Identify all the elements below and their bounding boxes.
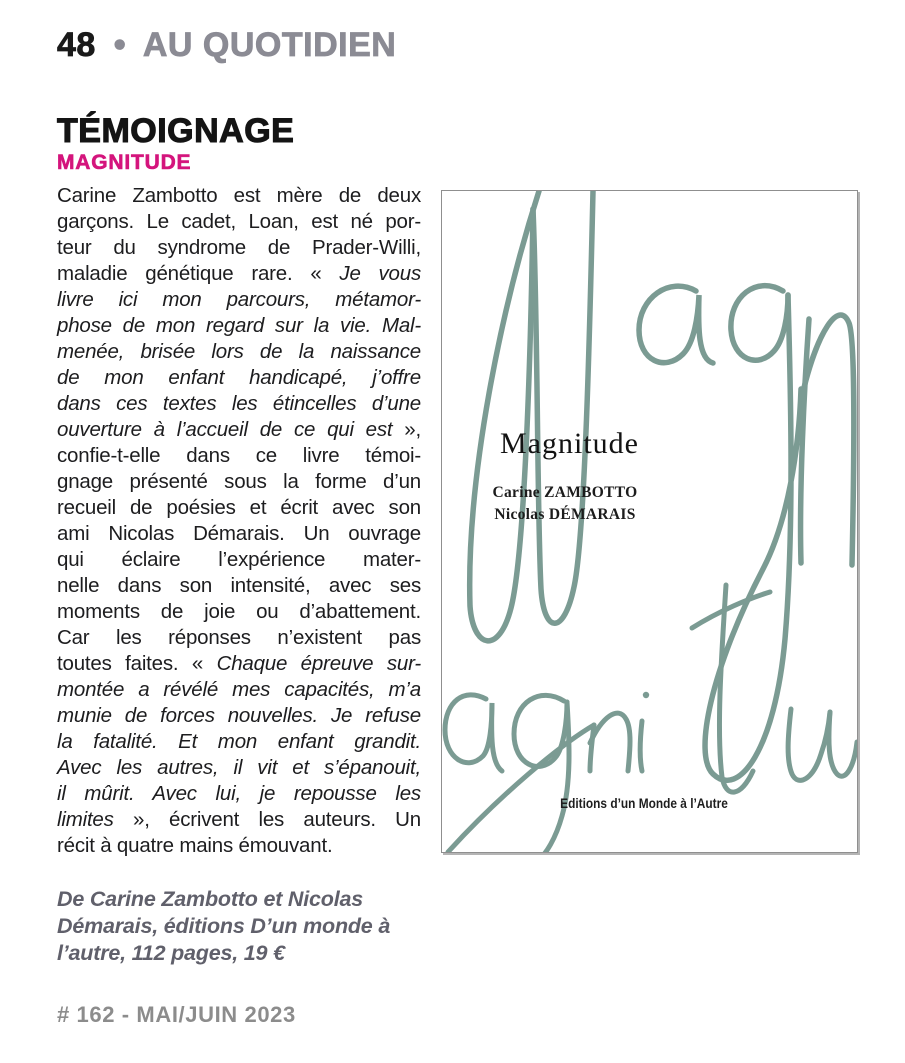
- article-kicker: TÉMOIGNAGE: [57, 112, 295, 150]
- article-line: moments de joie ou d’abattement.: [57, 600, 421, 623]
- credit-line: l’autre, 112 pages, 19 €: [57, 941, 285, 965]
- cover-publisher: Editions d’un Monde à l’Autre: [560, 796, 728, 811]
- book-cover: [441, 190, 858, 853]
- issue-footer: # 162 - MAI/JUIN 2023: [57, 1002, 296, 1027]
- article-line: Car les réponses n’existent pas: [57, 626, 421, 649]
- page-number: 48: [57, 26, 96, 64]
- credit-line: Démarais, éditions D’un monde à: [57, 914, 391, 938]
- credit-note: [57, 886, 390, 967]
- cover-authors: [470, 482, 660, 526]
- article-line: limites », écrivent les auteurs. Un: [57, 808, 421, 831]
- article-title: MAGNITUDE: [57, 151, 192, 174]
- article-line: gnage présenté sous la forme d’un: [57, 470, 421, 493]
- article-line: phose de mon regard sur la vie. Mal-: [57, 314, 421, 337]
- article-line: teur du syndrome de Prader-Willi,: [57, 236, 421, 259]
- section-title: AU QUOTIDIEN: [142, 26, 397, 64]
- article-line: munie de forces nouvelles. Je refuse: [57, 704, 421, 727]
- article-line: Avec les autres, il vit et s’épanouit,: [57, 756, 421, 779]
- page-header: [57, 26, 396, 65]
- article-line: de mon enfant handicapé, j’offre: [57, 366, 421, 389]
- credit-line: De Carine Zambotto et Nicolas: [57, 887, 364, 911]
- article-line: maladie génétique rare. « Je vous: [57, 262, 422, 285]
- article-line: montée a révélé mes capacités, m’a: [57, 678, 421, 701]
- cover-author: Carine ZAMBOTTO: [492, 484, 638, 501]
- article-line: confie-t-elle dans ce livre témoi-: [57, 444, 421, 467]
- article-line: ouverture à l’accueil de ce qui est »,: [57, 418, 421, 441]
- article-line: Carine Zambotto est mère de deux: [57, 184, 421, 207]
- article-line: garçons. Le cadet, Loan, est né por-: [57, 210, 421, 233]
- cover-title: Magnitude: [500, 427, 639, 460]
- article-body: [57, 183, 421, 859]
- article-line: menée, brisée lors de la naissance: [57, 340, 421, 363]
- separator-dot-icon: •: [113, 26, 127, 64]
- article-line: recueil de poésies et écrit avec son: [57, 496, 421, 519]
- article-line: toutes faites. « Chaque épreuve sur-: [57, 652, 421, 675]
- cover-author: Nicolas DÉMARAIS: [494, 506, 636, 523]
- article-line: livre ici mon parcours, métamor-: [57, 288, 421, 311]
- article-line: la fatalité. Et mon enfant grandit.: [57, 730, 421, 753]
- article-line: nelle dans son intensité, avec ses: [57, 574, 421, 597]
- article-line: il mûrit. Avec lui, je repousse les: [57, 782, 421, 805]
- article-line: ami Nicolas Démarais. Un ouvrage: [57, 522, 421, 545]
- article-line: qui éclaire l’expérience mater-: [57, 548, 421, 571]
- article-line: récit à quatre mains émouvant.: [57, 834, 333, 857]
- article-line: dans ces textes les étincelles d’une: [57, 392, 421, 415]
